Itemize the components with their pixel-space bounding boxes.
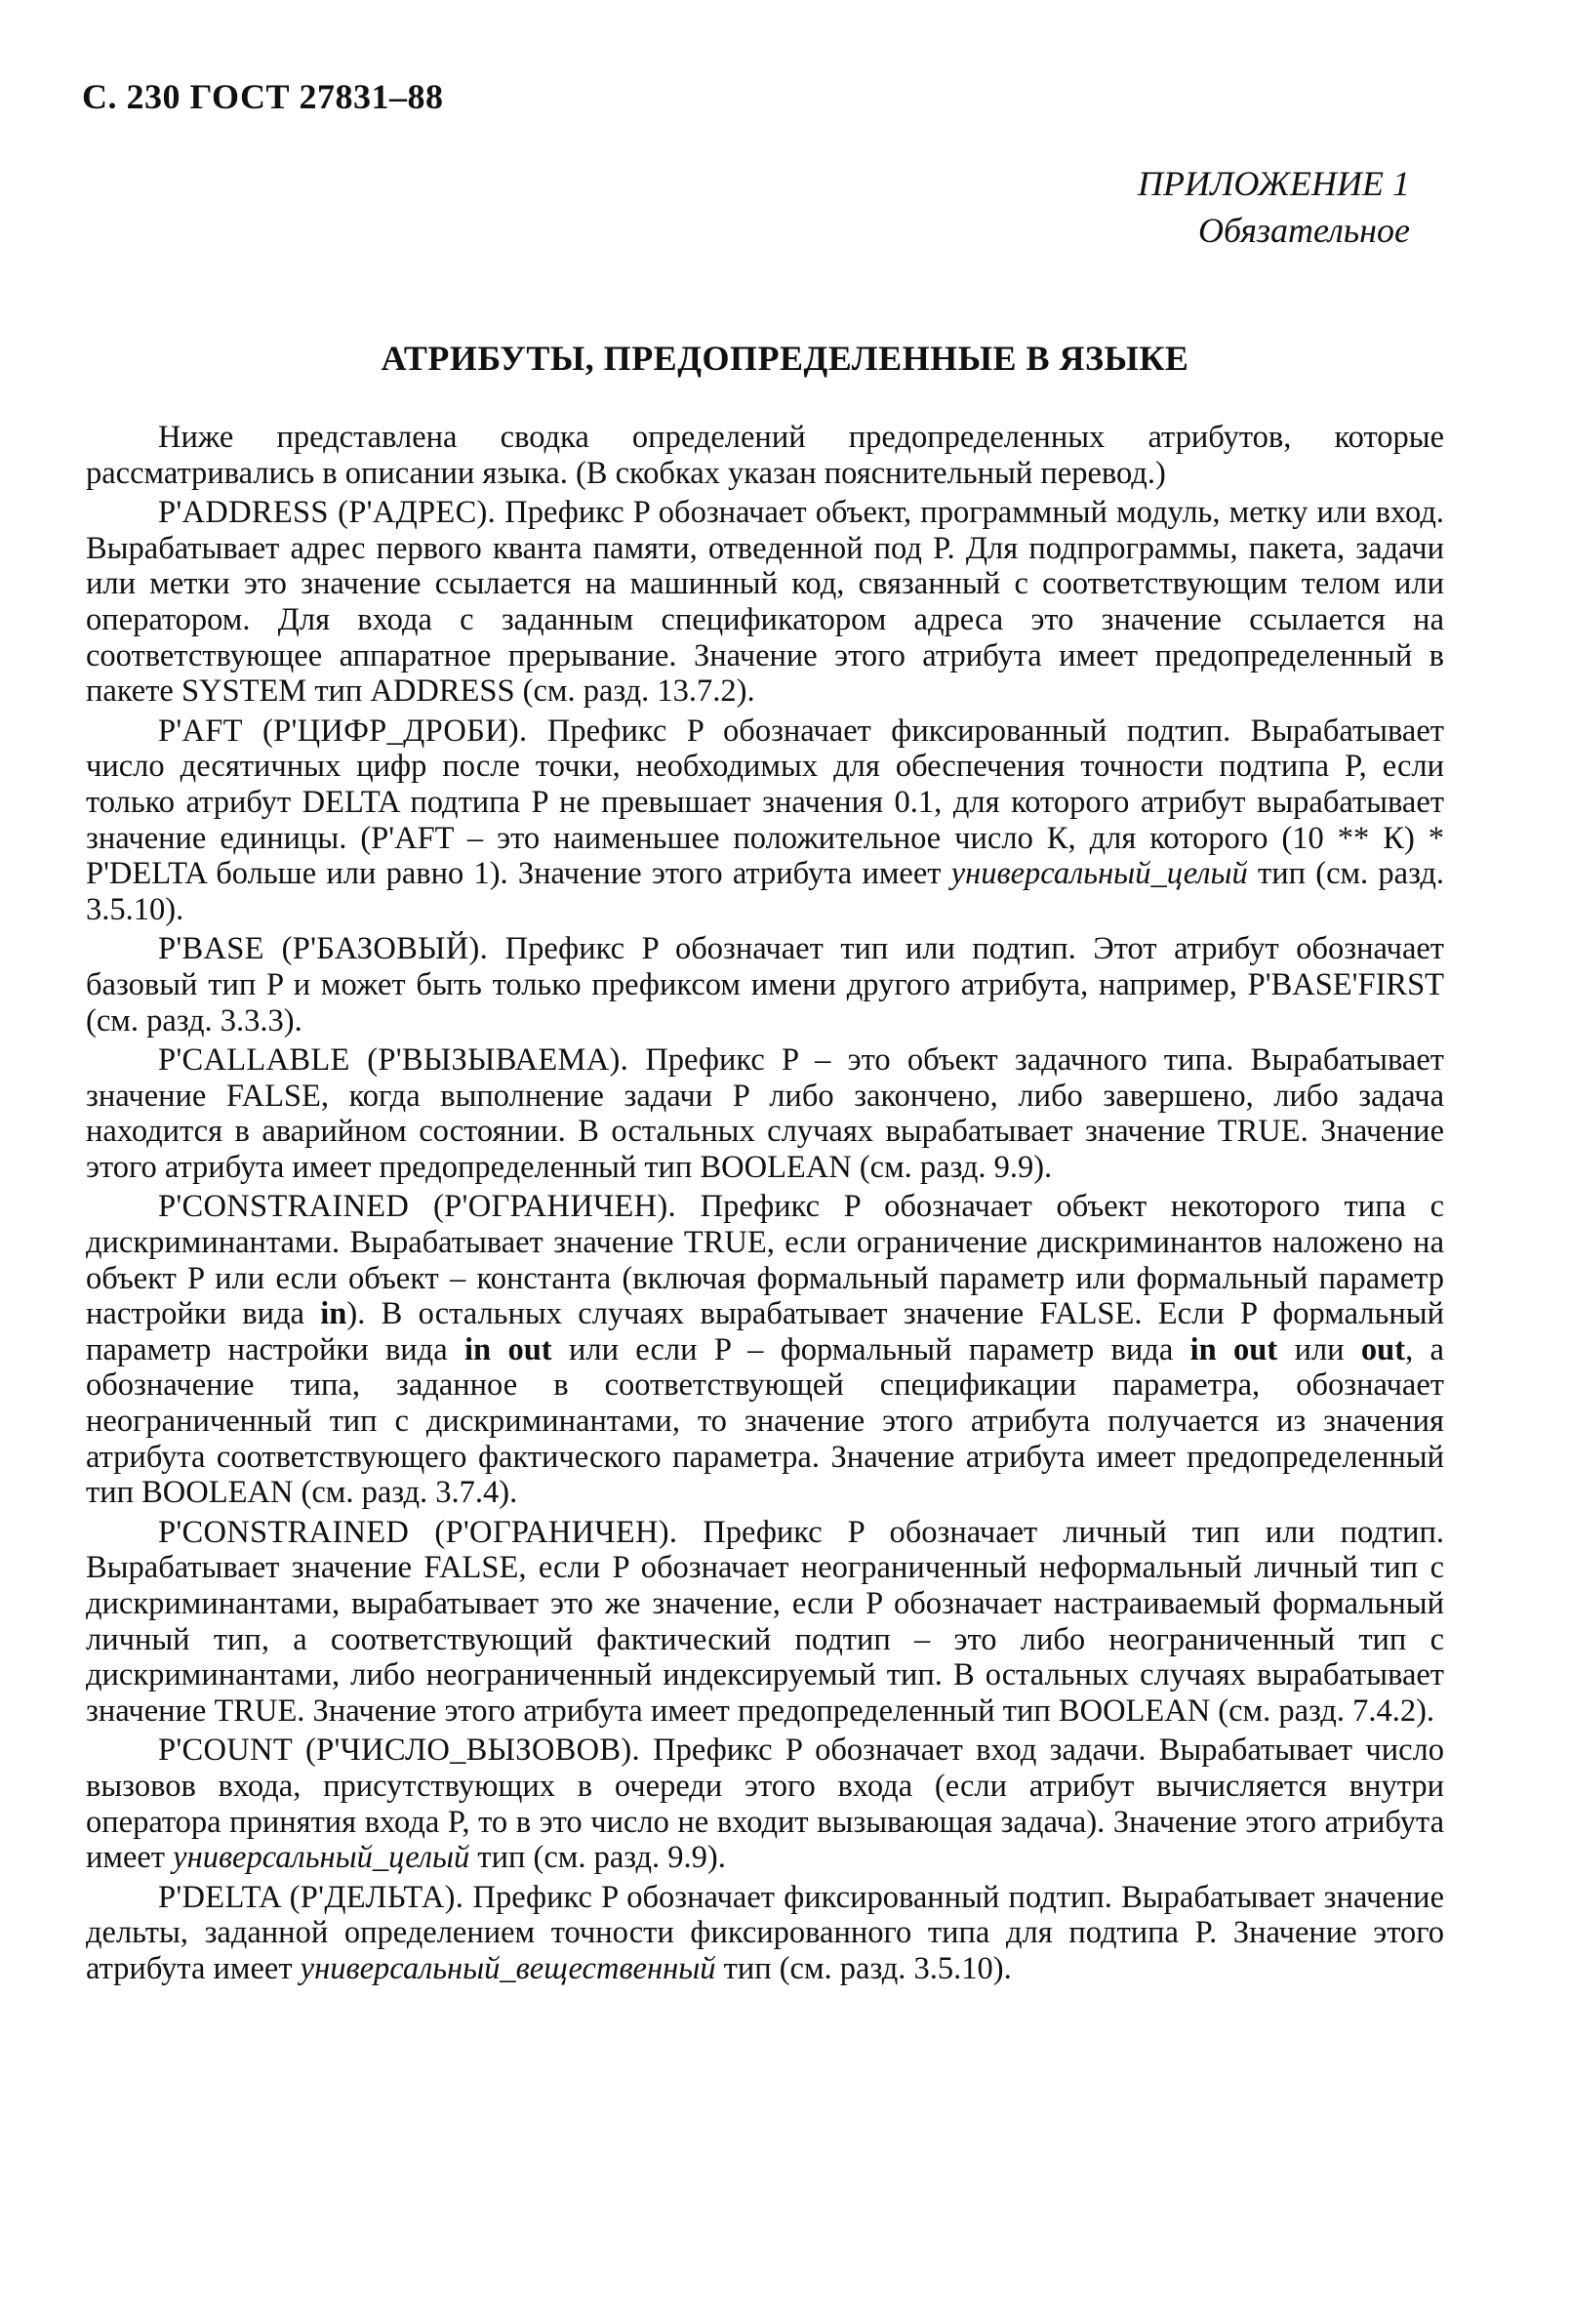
appendix-block [1138, 160, 1410, 254]
entry-term: P'CONSTRAINED (P'ОГРАНИЧЕН). [158, 1514, 678, 1550]
entry-text: тип (см. разд. 9.9). [469, 1840, 726, 1876]
entry-count [86, 1733, 1444, 1875]
entry-text: Префикс P обозначает объект, программный модуль, метку или вход. Вырабатывает адрес первого кванта памяти, отведенной под P. Для подпрограммы, пакета, задачи или метки это значение ссылается на машинный код, связанный с соответствующим телом или оператором. Для входа с заданным спецификатором адреса это значение ссылается на соответствующее аппаратное прерывание. Значение этого атрибута имеет предопределенный в пакете SYSTEM тип ADDRESS (см. разд. 13.7.2). [86, 495, 1445, 710]
appendix-label: ПРИЛОЖЕНИЕ 1 [1138, 164, 1410, 203]
entry-text: Префикс P обозначает фиксированный подтип. Вырабатывает число десятичных цифр после точки, необходимых для обеспечения точности подтипа P, если только атрибут DELTA подтипа P не превышает значения 0.1, для которого атрибут вырабатывает значение единицы. (P'AFT – это наименьшее положительное число К, для которого (10 ** К) * P'DELTA больше или равно 1). Значение этого атрибута имеет [86, 713, 1444, 892]
entry-text: Префикс P обозначает личный тип или подтип. Вырабатывает значение FALSE, если P обозначает неограниченный неформальный личный тип с дискриминантами, вырабатывает это же значение, если P обозначает настраиваемый формальный личный тип, а соответствующий фактический подтип – это либо неограниченный тип с дискриминантами, либо неограниченный индексируемый тип. В остальных случаях вырабатывает значение TRUE. Значение этого атрибута имеет предопределенный тип BOOLEAN (см. разд. 7.4.2). [86, 1514, 1445, 1729]
entry-term: P'BASE (P'БАЗОВЫЙ). [158, 931, 489, 967]
entry-type: универсальный_вещественный [300, 1950, 716, 1986]
entry-constrained-object [86, 1189, 1444, 1510]
document-body [86, 420, 1444, 1991]
entry-aft [86, 714, 1444, 928]
entry-constrained-private [86, 1515, 1444, 1730]
appendix-status: Обязательное [1198, 211, 1410, 250]
entry-delta [86, 1880, 1444, 1987]
entry-term: P'CONSTRAINED (P'ОГРАНИЧЕН). [158, 1189, 676, 1225]
entry-term: P'ADDRESS (P'АДРЕС). [158, 495, 497, 531]
entry-callable [86, 1042, 1444, 1185]
entry-text: Префикс P обозначает тип или подтип. Этот атрибут обозначает базовый тип P и может быть только префиксом имени другого атрибута, например, P'BASE'FIRST (см. разд. 3.3.3). [86, 931, 1444, 1039]
entry-term: P'CALLABLE (P'ВЫЗЫВАЕМА). [158, 1042, 629, 1079]
entry-text: Префикс P обозначает вход задачи. Вырабатывает число вызовов входа, присутствующих в очереди этого входа (если атрибут вычисляется внутри оператора принятия входа P, то в это число не входит вызывающая задача). Значение этого атрибута имеет [86, 1733, 1444, 1876]
entry-text: , а обозначение типа, заданное в соответствующей спецификации параметра, обозначает неограниченный тип с дискриминантами, то значение этого атрибута получается из значения атрибута соответствующего фактического параметра. Значение атрибута имеет предопределенный тип BOOLEAN (см. разд. 3.7.4). [86, 1331, 1444, 1511]
keyword: in out [464, 1331, 552, 1367]
section-title: АТРИБУТЫ, ПРЕДОПРЕДЕЛЕННЫЕ В ЯЗЫКЕ [381, 339, 1189, 378]
entry-text: тип (см. разд. 3.5.10). [86, 856, 1444, 927]
entry-text: ). В остальных случаях вырабатывает значение FALSE. Если P формальный параметр настройки вида [86, 1296, 1444, 1367]
keyword: in out [1189, 1331, 1278, 1367]
entry-type: универсальный_целый [173, 1840, 470, 1876]
entry-base [86, 931, 1444, 1039]
entry-text: или если P – формальный параметр вида [551, 1331, 1190, 1367]
entry-term: P'DELTA (P'ДЕЛЬТА). [158, 1879, 464, 1915]
entry-address [86, 495, 1444, 710]
keyword: in [320, 1296, 347, 1332]
entry-type: универсальный_целый [950, 856, 1248, 892]
entry-term: P'COUNT (P'ЧИСЛО_ВЫЗОВОВ). [158, 1733, 640, 1769]
entry-term: P'AFT (P'ЦИФР_ДРОБИ). [158, 713, 528, 749]
entry-text: Префикс P обозначает фиксированный подтип. Вырабатывает значение дельты, заданной определением точности фиксированного типа для подтипа P. Значение этого атрибута имеет [86, 1879, 1445, 1986]
entry-text: Префикс P обозначает объект некоторого типа с дискриминантами. Вырабатывает значение TRUE, если ограничение дискриминантов наложено на объект P или если объект – константа (включая формальный параметр или формальный параметр настройки вида [86, 1189, 1444, 1332]
entry-text: или [1277, 1331, 1361, 1367]
entry-text: тип (см. разд. 3.5.10). [715, 1950, 1012, 1986]
intro-paragraph: Ниже представлена сводка определений предопределенных атрибутов, которые рассматривались в описании языка. (В скобках указан пояснительный перевод.) [86, 420, 1444, 491]
entry-text: Префикс P – это объект задачного типа. Вырабатывает значение FALSE, когда выполнение задачи P либо закончено, либо завершено, либо задача находится в аварийном состоянии. В остальных случаях вырабатывает значение TRUE. Значение этого атрибута имеет предопределенный тип BOOLEAN (см. разд. 9.9). [86, 1042, 1444, 1185]
keyword: out [1360, 1331, 1406, 1367]
page-header: С. 230 ГОСТ 27831–88 [82, 77, 444, 116]
